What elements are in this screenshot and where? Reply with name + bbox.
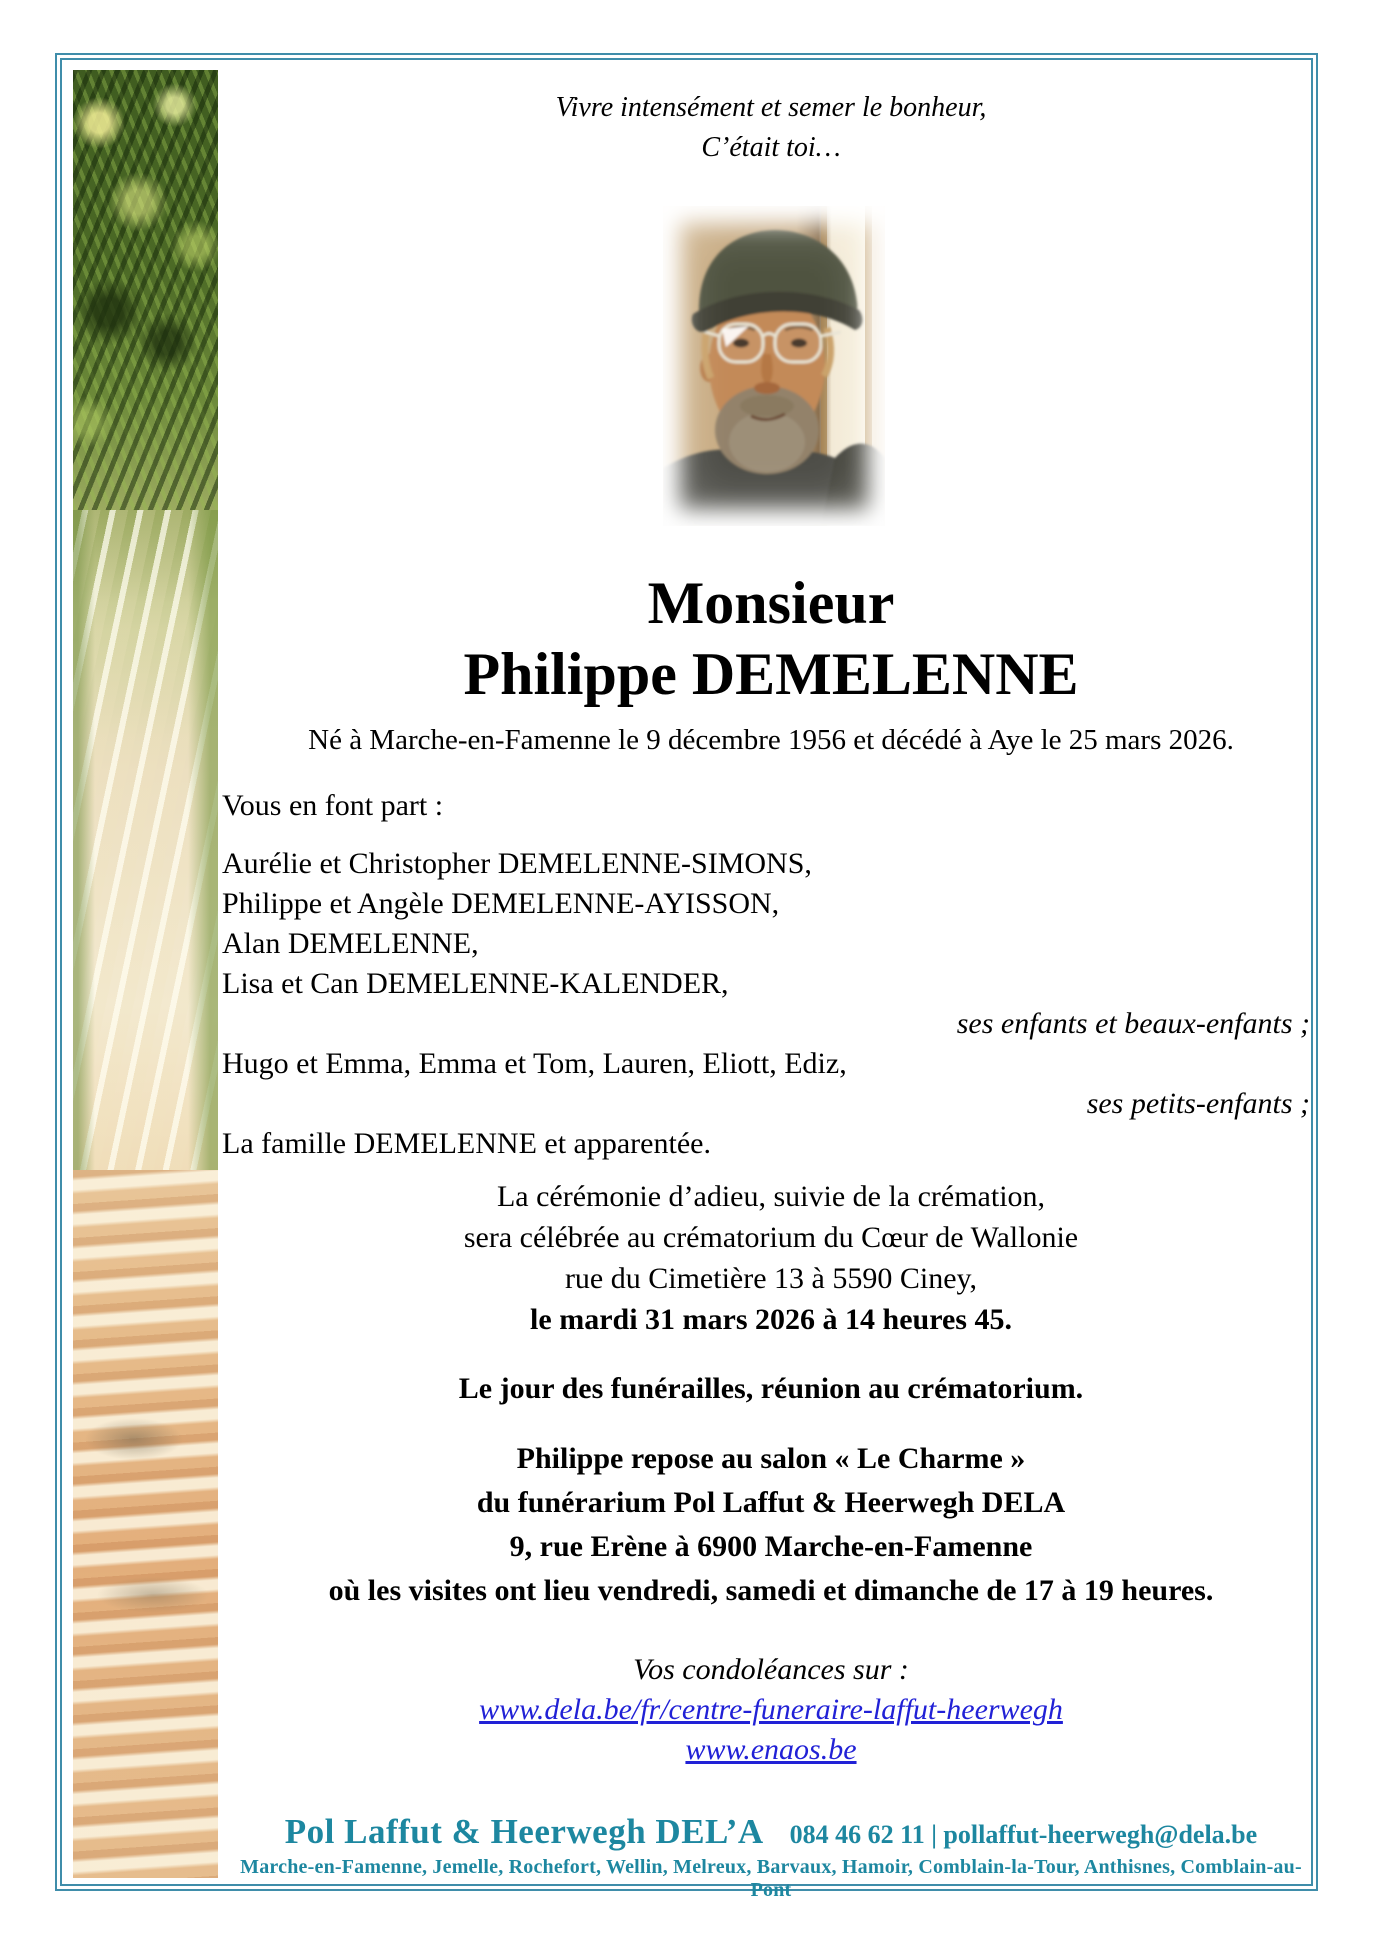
quote-line-2: C’était toi… [701, 132, 841, 163]
title-monsieur: Monsieur [647, 570, 895, 636]
child-line: Lisa et Can DEMELENNE-KALENDER, [222, 967, 729, 1000]
child-line: Alan DEMELENNE, [222, 927, 479, 960]
quote-line-1: Vivre intensément et semer le bonheur, [555, 92, 987, 123]
portrait-photo [663, 206, 885, 526]
funeral-reunion-line: Le jour des funérailles, réunion au crématorium. [458, 1372, 1084, 1405]
ceremony-date-line: le mardi 31 mars 2026 à 14 heures 45. [530, 1303, 1012, 1336]
ceremony-details-block [222, 1176, 1320, 1340]
grandchildren-caption: ses petits-enfants ; [1086, 1087, 1310, 1120]
title-full-name: Philippe DEMELENNE [463, 641, 1079, 707]
deceased-name-title [222, 568, 1320, 710]
footer-locations: Marche-en-Famenne, Jemelle, Rochefort, Wellin, Melreux, Barvaux, Hamoir, Comblain-la-Tour, Anthisnes, Comblain-au-Pont [240, 1856, 1302, 1901]
birth-death-line: Né à Marche-en-Famenne le 9 décembre 1956 et décédé à Aye le 25 mars 2026. [308, 724, 1234, 756]
forest-canopy-section [73, 70, 218, 510]
extended-family-line: La famille DEMELENNE et apparentée. [222, 1127, 711, 1160]
children-caption: ses enfants et beaux-enfants ; [956, 1007, 1310, 1040]
funeral-home-logo: Pol Laffut & Heerwegh DEL’A [284, 1812, 764, 1851]
repose-line: 9, rue Erène à 6900 Marche-en-Famenne [509, 1530, 1033, 1563]
repose-line: du funérarium Pol Laffut & Heerwegh DELA [476, 1486, 1066, 1519]
condolences-block [222, 1650, 1320, 1770]
portrait-photo-graphic [663, 206, 885, 526]
funeral-home-footer [222, 1812, 1320, 1902]
children-list [222, 844, 1310, 1004]
forest-path-section [73, 1170, 218, 1878]
forest-sunrays-section [73, 510, 218, 1170]
grandchildren-line: Hugo et Emma, Emma et Tom, Lauren, Eliott, Ediz, [222, 1047, 847, 1080]
condolences-link-enaos[interactable]: www.enaos.be [685, 1733, 857, 1766]
child-line: Philippe et Angèle DEMELENNE-AYISSON, [222, 887, 780, 920]
forest-path-side-image [73, 70, 218, 1878]
footer-phone-email: 084 46 62 11 | pollaffut-heerwegh@dela.be [789, 1820, 1258, 1849]
repose-line: Philippe repose au salon « Le Charme » [516, 1442, 1026, 1475]
ceremony-line: rue du Cimetière 13 à 5590 Ciney, [564, 1262, 978, 1295]
ceremony-line: sera célébrée au crématorium du Cœur de Wallonie [463, 1221, 1079, 1254]
condolences-link-dela[interactable]: www.dela.be/fr/centre-funeraire-laffut-heerwegh [479, 1693, 1063, 1726]
ceremony-line: La cérémonie d’adieu, suivie de la crémation, [496, 1180, 1046, 1213]
footer-brand-row [222, 1812, 1320, 1852]
child-line: Aurélie et Christopher DEMELENNE-SIMONS, [222, 847, 812, 880]
condolences-label: Vos condoléances sur : [633, 1653, 909, 1686]
memorial-quote [222, 88, 1320, 168]
announcement-intro: Vous en font part : [222, 789, 444, 822]
repose-details-block [222, 1437, 1320, 1613]
repose-visits-line: où les visites ont lieu vendredi, samedi et dimanche de 17 à 19 heures. [328, 1574, 1214, 1607]
family-announcement-block [222, 786, 1310, 1164]
